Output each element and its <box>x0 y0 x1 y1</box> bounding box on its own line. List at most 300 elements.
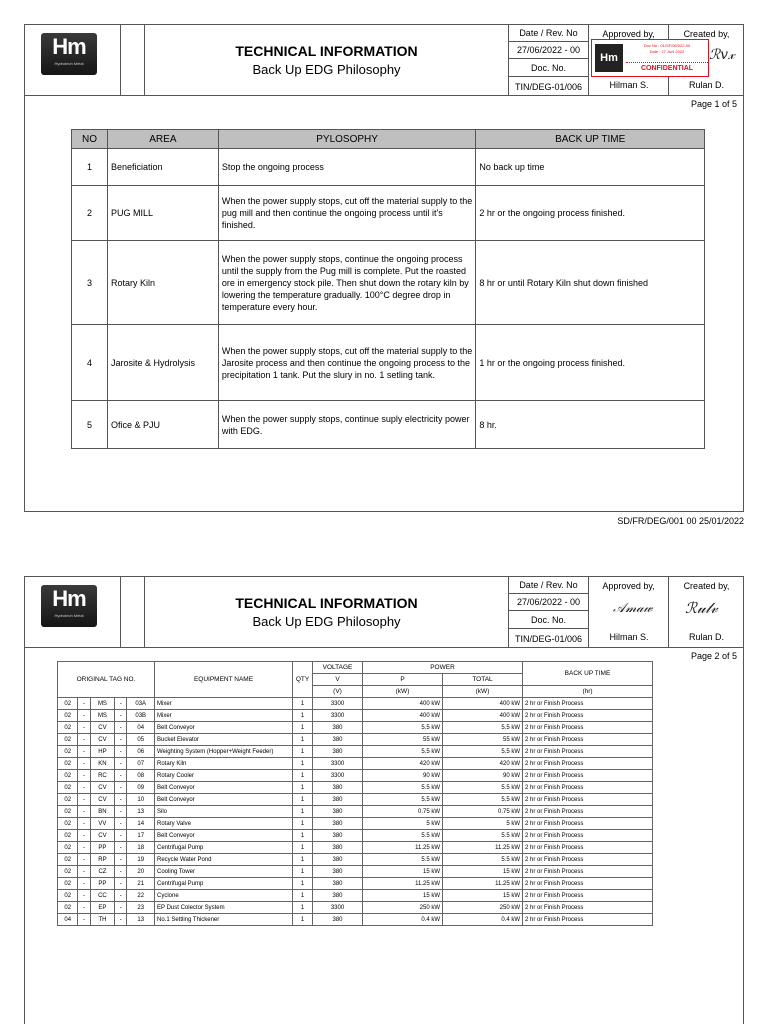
power-p: 0.4 kW <box>363 914 443 926</box>
tag-sep1: - <box>78 698 90 710</box>
power-total: 5.5 kW <box>443 794 523 806</box>
voltage: 380 <box>313 842 363 854</box>
document-subtitle: Back Up EDG Philosophy <box>252 614 401 629</box>
tag-code: CV <box>90 830 115 842</box>
power-total: 400 kW <box>443 710 523 722</box>
qty: 1 <box>293 902 313 914</box>
tag-area: 02 <box>58 878 78 890</box>
logo-subtext: Hydrotech Metal <box>54 613 84 618</box>
equipment-name: Rotary Kiln <box>155 758 293 770</box>
tag-num: 06 <box>127 746 155 758</box>
row-philosophy: When the power supply stops, cut off the material supply to the Jarosite process and then continue the ongoing process to the precipitation 1 tank. Put the slury in no. 1 setling tank. <box>218 325 476 401</box>
backup-time: 2 hr or Finish Process <box>523 734 653 746</box>
stamp-doc-no: Doc No : 01/SF/06/022-00 <box>643 43 691 48</box>
col-header-v: V <box>313 674 363 686</box>
logo-text: Hm <box>52 34 86 59</box>
table-row <box>72 241 705 325</box>
power-p: 5 kW <box>363 818 443 830</box>
tag-code: VV <box>90 818 115 830</box>
form-code: SD/FR/DEG/001 00 25/01/2022 <box>617 516 744 526</box>
date-rev-value: 27/06/2022 - 00 <box>509 594 589 611</box>
voltage: 380 <box>313 854 363 866</box>
tag-sep2: - <box>115 830 127 842</box>
tag-sep1: - <box>78 782 90 794</box>
row-no: 3 <box>72 241 108 325</box>
row-backup: 1 hr or the ongoing process finished. <box>476 325 705 401</box>
tag-sep1: - <box>78 854 90 866</box>
qty: 1 <box>293 770 313 782</box>
power-p: 5.5 kW <box>363 722 443 734</box>
backup-time: 2 hr or Finish Process <box>523 770 653 782</box>
backup-time: 2 hr or Finish Process <box>523 830 653 842</box>
qty: 1 <box>293 854 313 866</box>
tag-area: 02 <box>58 746 78 758</box>
qty: 1 <box>293 698 313 710</box>
row-backup: 8 hr. <box>476 401 705 449</box>
backup-time: 2 hr or Finish Process <box>523 854 653 866</box>
qty: 1 <box>293 866 313 878</box>
col-header-p: P <box>363 674 443 686</box>
power-total: 55 kW <box>443 734 523 746</box>
tag-sep1: - <box>78 710 90 722</box>
equipment-name: EP Dust Colector System <box>155 902 293 914</box>
page-number: Page 2 of 5 <box>690 651 737 661</box>
tag-code: TH <box>90 914 115 926</box>
document-subtitle: Back Up EDG Philosophy <box>252 62 401 77</box>
power-p: 420 kW <box>363 758 443 770</box>
col-header-power: POWER <box>363 662 523 674</box>
approver-name: Hilman S. <box>609 632 649 642</box>
table-row <box>58 878 653 890</box>
equipment-name: No.1 Settling Thickener <box>155 914 293 926</box>
equipment-name: Belt Conveyor <box>155 722 293 734</box>
table-row <box>58 806 653 818</box>
tag-sep2: - <box>115 806 127 818</box>
blank-cell <box>121 25 145 96</box>
col-header-backup: BACK UP TIME <box>523 662 653 686</box>
backup-time: 2 hr or Finish Process <box>523 782 653 794</box>
tag-num: 03B <box>127 710 155 722</box>
power-p: 55 kW <box>363 734 443 746</box>
backup-time: 2 hr or Finish Process <box>523 818 653 830</box>
table-row <box>72 401 705 449</box>
equipment-name: Rotary Cooler <box>155 770 293 782</box>
tag-sep2: - <box>115 758 127 770</box>
equipment-name: Bucket Elevator <box>155 734 293 746</box>
tag-area: 02 <box>58 722 78 734</box>
blank-cell <box>121 577 145 648</box>
row-no: 5 <box>72 401 108 449</box>
power-p: 5.5 kW <box>363 746 443 758</box>
row-philosophy: When the power supply stops, continue the ongoing process until the supply from the Pug mill is complete. Put the roasted ore in emergency stock pile. Then shut down the rotary kiln by lowering the temperature gradually. 100°C degree drop in temperature every hour. <box>218 241 476 325</box>
tag-sep2: - <box>115 746 127 758</box>
voltage: 380 <box>313 818 363 830</box>
row-area: Beneficiation <box>107 149 218 186</box>
tag-sep1: - <box>78 722 90 734</box>
power-p: 90 kW <box>363 770 443 782</box>
tag-code: MS <box>90 710 115 722</box>
doc-no-value: TIN/DEG-01/006 <box>509 629 589 648</box>
qty: 1 <box>293 890 313 902</box>
stamp-label: CONFIDENTIAL <box>626 62 708 72</box>
qty: 1 <box>293 830 313 842</box>
tag-sep2: - <box>115 698 127 710</box>
philosophy-table <box>71 129 705 449</box>
tag-sep2: - <box>115 770 127 782</box>
tag-num: 18 <box>127 842 155 854</box>
page-number: Page 1 of 5 <box>690 99 737 109</box>
power-p: 400 kW <box>363 710 443 722</box>
qty: 1 <box>293 734 313 746</box>
backup-time: 2 hr or Finish Process <box>523 890 653 902</box>
power-p: 0.75 kW <box>363 806 443 818</box>
voltage: 380 <box>313 734 363 746</box>
table-row <box>58 722 653 734</box>
col-unit-time: (hr) <box>523 686 653 698</box>
document-meta <box>509 577 744 648</box>
logo-cell <box>25 25 121 96</box>
equipment-name: Cyclone <box>155 890 293 902</box>
voltage: 380 <box>313 782 363 794</box>
tag-area: 02 <box>58 770 78 782</box>
tag-sep1: - <box>78 866 90 878</box>
backup-time: 2 hr or Finish Process <box>523 698 653 710</box>
col-header-total: TOTAL <box>443 674 523 686</box>
tag-sep2: - <box>115 890 127 902</box>
tag-sep2: - <box>115 734 127 746</box>
voltage: 380 <box>313 830 363 842</box>
tag-num: 09 <box>127 782 155 794</box>
table-row <box>58 758 653 770</box>
equipment-name: Mixer <box>155 710 293 722</box>
power-total: 5.5 kW <box>443 854 523 866</box>
row-no: 1 <box>72 149 108 186</box>
tag-num: 13 <box>127 806 155 818</box>
power-total: 11.25 kW <box>443 842 523 854</box>
table-row <box>58 854 653 866</box>
tag-code: KN <box>90 758 115 770</box>
backup-time: 2 hr or Finish Process <box>523 710 653 722</box>
tag-area: 02 <box>58 806 78 818</box>
voltage: 380 <box>313 794 363 806</box>
tag-num: 05 <box>127 734 155 746</box>
tag-area: 02 <box>58 794 78 806</box>
tag-area: 02 <box>58 758 78 770</box>
tag-area: 02 <box>58 818 78 830</box>
logo-cell <box>25 577 121 648</box>
qty: 1 <box>293 722 313 734</box>
row-philosophy: When the power supply stops, continue suply electricity power with EDG. <box>218 401 476 449</box>
equipment-name: Silo <box>155 806 293 818</box>
tag-sep2: - <box>115 866 127 878</box>
confidential-stamp <box>591 39 709 77</box>
tag-num: 04 <box>127 722 155 734</box>
document-meta <box>509 25 744 96</box>
voltage: 380 <box>313 806 363 818</box>
row-area: Rotary Kiln <box>107 241 218 325</box>
col-unit-v: (V) <box>313 686 363 698</box>
doc-no-label: Doc. No. <box>509 611 589 629</box>
tag-code: RC <box>90 770 115 782</box>
equipment-name: Centrifugal Pump <box>155 842 293 854</box>
logo-text: Hm <box>52 586 86 611</box>
qty: 1 <box>293 782 313 794</box>
col-header-qty: QTY <box>293 662 313 698</box>
tag-sep2: - <box>115 794 127 806</box>
tag-code: CZ <box>90 866 115 878</box>
equipment-table <box>57 661 653 926</box>
equipment-table-body <box>58 698 653 926</box>
qty: 1 <box>293 914 313 926</box>
tag-sep1: - <box>78 914 90 926</box>
tag-area: 02 <box>58 902 78 914</box>
tag-area: 02 <box>58 734 78 746</box>
voltage: 3300 <box>313 902 363 914</box>
equipment-name: Centrifugal Pump <box>155 878 293 890</box>
row-philosophy: Stop the ongoing process <box>218 149 476 186</box>
logo-subtext: Hydrotech Metal <box>54 61 84 66</box>
qty: 1 <box>293 878 313 890</box>
table-row <box>58 890 653 902</box>
col-header-no: NO <box>72 130 108 149</box>
approved-by-label: Approved by, <box>602 581 655 591</box>
tag-sep2: - <box>115 902 127 914</box>
tag-code: EP <box>90 902 115 914</box>
qty: 1 <box>293 842 313 854</box>
power-total: 15 kW <box>443 866 523 878</box>
power-total: 5.5 kW <box>443 722 523 734</box>
tag-area: 02 <box>58 854 78 866</box>
table-header-row <box>58 662 653 674</box>
col-unit-total: (kW) <box>443 686 523 698</box>
date-rev-value: 27/06/2022 - 00 <box>509 42 589 59</box>
tag-code: CV <box>90 722 115 734</box>
equipment-name: Rotary Valve <box>155 818 293 830</box>
tag-code: CC <box>90 890 115 902</box>
power-p: 15 kW <box>363 866 443 878</box>
document-page-2 <box>24 576 744 1024</box>
approver-name: Hilman S. <box>609 80 649 90</box>
tag-num: 14 <box>127 818 155 830</box>
tag-code: HP <box>90 746 115 758</box>
tag-sep1: - <box>78 770 90 782</box>
tag-sep2: - <box>115 854 127 866</box>
voltage: 3300 <box>313 698 363 710</box>
tag-sep2: - <box>115 914 127 926</box>
tag-num: 10 <box>127 794 155 806</box>
tag-sep2: - <box>115 842 127 854</box>
col-unit-p: (kW) <box>363 686 443 698</box>
backup-time: 2 hr or Finish Process <box>523 842 653 854</box>
voltage: 380 <box>313 890 363 902</box>
table-row <box>58 698 653 710</box>
table-row <box>58 782 653 794</box>
table-row <box>72 325 705 401</box>
document-header <box>25 577 744 648</box>
power-total: 15 kW <box>443 890 523 902</box>
qty: 1 <box>293 758 313 770</box>
tag-sep2: - <box>115 782 127 794</box>
voltage: 380 <box>313 878 363 890</box>
row-philosophy: When the power supply stops, cut off the material supply to the pug mill and then continue the ongoing process until it's finished. <box>218 186 476 241</box>
tag-num: 03A <box>127 698 155 710</box>
creator-signature: ℛ𝓊𝓁𝓋 <box>685 599 718 617</box>
row-backup: No back up time <box>476 149 705 186</box>
company-logo <box>41 585 97 627</box>
table-header-row <box>72 130 705 149</box>
power-p: 5.5 kW <box>363 830 443 842</box>
tag-area: 02 <box>58 890 78 902</box>
voltage: 380 <box>313 866 363 878</box>
tag-sep2: - <box>115 710 127 722</box>
table-row <box>58 914 653 926</box>
tag-sep1: - <box>78 890 90 902</box>
backup-time: 2 hr or Finish Process <box>523 878 653 890</box>
backup-time: 2 hr or Finish Process <box>523 794 653 806</box>
table-row <box>58 818 653 830</box>
tag-sep2: - <box>115 722 127 734</box>
voltage: 3300 <box>313 770 363 782</box>
document-header <box>25 25 744 96</box>
tag-sep1: - <box>78 842 90 854</box>
creator-name: Rulan D. <box>688 80 724 90</box>
created-by-label: Created by, <box>683 581 730 591</box>
col-header-tag: ORIGINAL TAG NO. <box>58 662 155 698</box>
col-header-equipment: EQUIPMENT NAME <box>155 662 293 698</box>
table-row <box>72 186 705 241</box>
voltage: 380 <box>313 914 363 926</box>
tag-code: CV <box>90 782 115 794</box>
table-row <box>58 794 653 806</box>
backup-time: 2 hr or Finish Process <box>523 866 653 878</box>
tag-num: 20 <box>127 866 155 878</box>
qty: 1 <box>293 818 313 830</box>
tag-code: MS <box>90 698 115 710</box>
table-row <box>58 842 653 854</box>
power-p: 5.5 kW <box>363 854 443 866</box>
tag-area: 02 <box>58 830 78 842</box>
power-p: 5.5 kW <box>363 794 443 806</box>
table-row <box>72 149 705 186</box>
col-header-backup-time: BACK UP TIME <box>476 130 705 149</box>
backup-time: 2 hr or Finish Process <box>523 914 653 926</box>
document-title: TECHNICAL INFORMATION <box>235 595 418 611</box>
power-p: 400 kW <box>363 698 443 710</box>
creator-signature: ℛv𝓍 <box>709 47 735 63</box>
power-total: 250 kW <box>443 902 523 914</box>
tag-sep1: - <box>78 746 90 758</box>
row-area: Jarosite & Hydrolysis <box>107 325 218 401</box>
tag-code: CV <box>90 734 115 746</box>
tag-code: CV <box>90 794 115 806</box>
power-total: 5.5 kW <box>443 830 523 842</box>
voltage: 3300 <box>313 710 363 722</box>
power-total: 5 kW <box>443 818 523 830</box>
date-rev-label: Date / Rev. No <box>509 577 589 594</box>
power-p: 15 kW <box>363 890 443 902</box>
tag-code: BN <box>90 806 115 818</box>
table-row <box>58 866 653 878</box>
row-backup: 2 hr or the ongoing process finished. <box>476 186 705 241</box>
power-total: 0.75 kW <box>443 806 523 818</box>
equipment-name: Belt Conveyor <box>155 830 293 842</box>
equipment-name: Mixer <box>155 698 293 710</box>
company-logo <box>41 33 97 75</box>
tag-code: PP <box>90 842 115 854</box>
row-area: Ofice & PJU <box>107 401 218 449</box>
backup-time: 2 hr or Finish Process <box>523 902 653 914</box>
tag-sep1: - <box>78 794 90 806</box>
qty: 1 <box>293 746 313 758</box>
voltage: 380 <box>313 746 363 758</box>
table-row <box>58 734 653 746</box>
tag-sep2: - <box>115 818 127 830</box>
tag-sep1: - <box>78 830 90 842</box>
qty: 1 <box>293 710 313 722</box>
title-cell <box>145 577 509 648</box>
power-total: 5.5 kW <box>443 782 523 794</box>
created-by-label: Created by, <box>683 29 730 39</box>
power-total: 0.4 kW <box>443 914 523 926</box>
voltage: 380 <box>313 722 363 734</box>
voltage: 3300 <box>313 758 363 770</box>
date-rev-label: Date / Rev. No <box>509 25 589 42</box>
table-row <box>58 710 653 722</box>
tag-num: 23 <box>127 902 155 914</box>
document-title: TECHNICAL INFORMATION <box>235 43 418 59</box>
tag-num: 21 <box>127 878 155 890</box>
qty: 1 <box>293 794 313 806</box>
stamp-date: Date : 27 Juni 2022 <box>649 49 685 54</box>
tag-area: 02 <box>58 842 78 854</box>
tag-num: 13 <box>127 914 155 926</box>
tag-sep1: - <box>78 902 90 914</box>
tag-sep1: - <box>78 734 90 746</box>
backup-time: 2 hr or Finish Process <box>523 758 653 770</box>
power-total: 420 kW <box>443 758 523 770</box>
table-row <box>58 770 653 782</box>
tag-num: 08 <box>127 770 155 782</box>
equipment-name: Cooling Tower <box>155 866 293 878</box>
tag-num: 07 <box>127 758 155 770</box>
tag-area: 02 <box>58 710 78 722</box>
row-area: PUG MILL <box>107 186 218 241</box>
stamp-logo: Hm <box>595 44 623 72</box>
power-total: 5.5 kW <box>443 746 523 758</box>
equipment-name: Weighting System (Hopper+Weight Feeder) <box>155 746 293 758</box>
tag-area: 02 <box>58 866 78 878</box>
tag-num: 19 <box>127 854 155 866</box>
col-header-area: AREA <box>107 130 218 149</box>
title-cell <box>145 25 509 96</box>
tag-sep1: - <box>78 878 90 890</box>
row-backup: 8 hr or until Rotary Kiln shut down finished <box>476 241 705 325</box>
tag-area: 02 <box>58 698 78 710</box>
table-row <box>58 902 653 914</box>
tag-sep1: - <box>78 818 90 830</box>
tag-area: 04 <box>58 914 78 926</box>
creator-name: Rulan D. <box>688 632 724 642</box>
backup-time: 2 hr or Finish Process <box>523 806 653 818</box>
power-p: 11.25 kW <box>363 842 443 854</box>
tag-code: PP <box>90 878 115 890</box>
doc-no-value: TIN/DEG-01/006 <box>509 77 589 96</box>
row-no: 2 <box>72 186 108 241</box>
table-row <box>58 830 653 842</box>
approver-signature: 𝒜𝓂𝒶𝓌 <box>613 601 653 616</box>
backup-time: 2 hr or Finish Process <box>523 722 653 734</box>
power-total: 400 kW <box>443 698 523 710</box>
